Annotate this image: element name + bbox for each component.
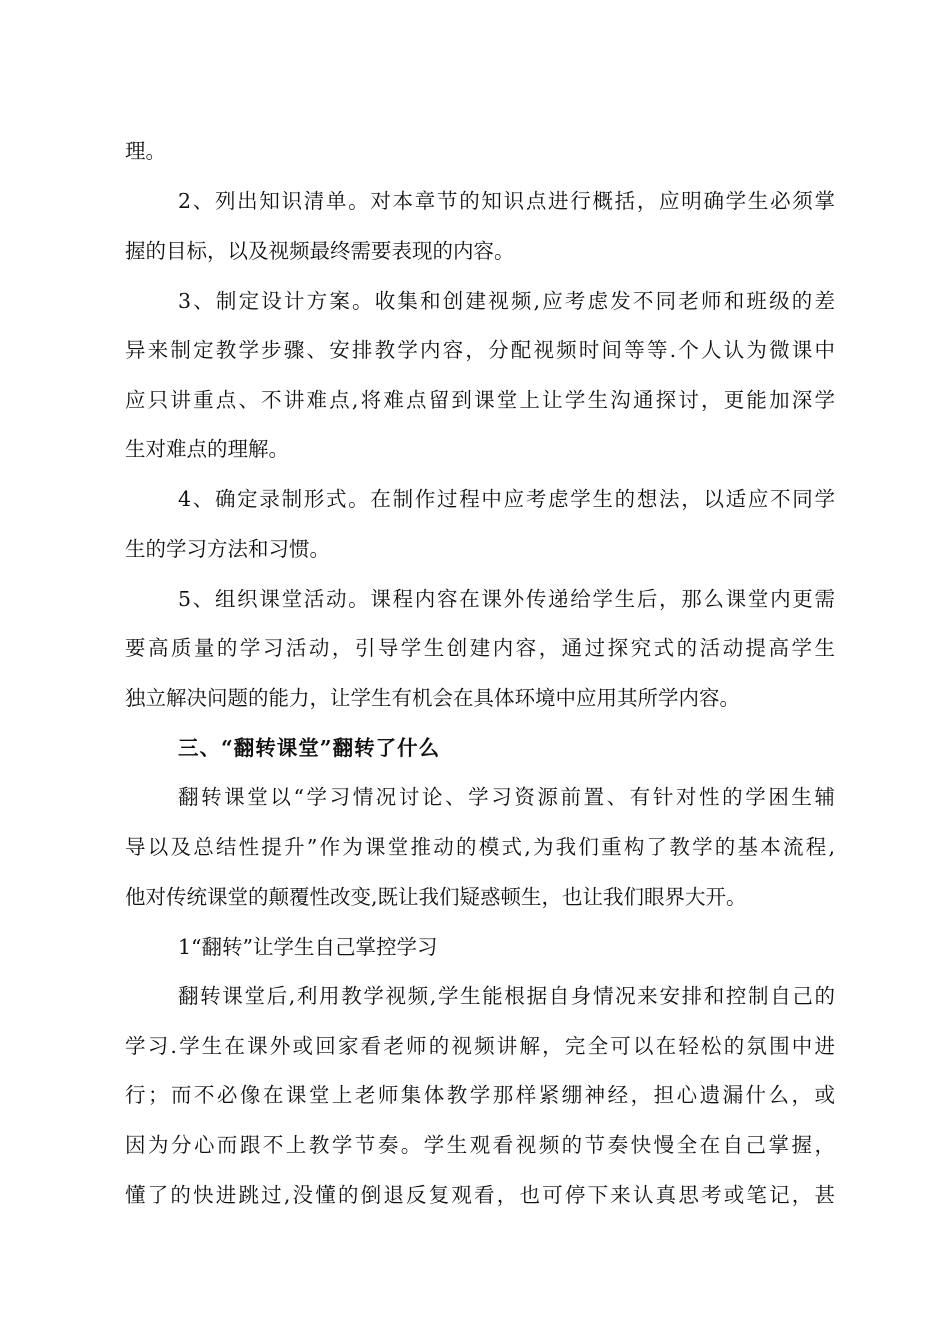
- paragraph-2-line-2: 学习.学生在课外或回家看老师的视频讲解，完全可以在轻松的氛围中进: [125, 1034, 835, 1058]
- text-line-continuation: 理。: [125, 139, 166, 163]
- list-item-2-line-1: 2、列出知识清单。对本章节的知识点进行概括，应明确学生必须掌: [178, 189, 835, 213]
- list-item-4-line-2: 生的学习方法和习惯。: [125, 537, 330, 561]
- paragraph-1-line-2: 导以及总结性提升”作为课堂推动的模式,为我们重构了教学的基本流程,: [125, 835, 835, 859]
- subheading-1: 1“翻转”让学生自己掌控学习: [178, 935, 438, 959]
- paragraph-1-line-3: 他对传统课堂的颠覆性改变,既让我们疑惑顿生，也让我们眼界大开。: [125, 885, 747, 909]
- list-item-2-line-2: 握的目标，以及视频最终需要表现的内容。: [125, 239, 515, 263]
- list-item-3-line-1: 3、制定设计方案。收集和创建视频,应考虑发不同老师和班级的差: [178, 289, 835, 313]
- list-item-5-line-2: 要高质量的学习活动，引导学生创建内容，通过探究式的活动提高学生: [125, 636, 835, 660]
- paragraph-2-line-5: 懂了的快进跳过,没懂的倒退反复观看，也可停下来认真思考或笔记，甚: [125, 1183, 835, 1207]
- paragraph-2-line-3: 行；而不必像在课堂上老师集体教学那样紧绷神经，担心遗漏什么，或: [125, 1083, 835, 1107]
- paragraph-1-line-1: 翻转课堂以“学习情况讨论、学习资源前置、有针对性的学困生辅: [178, 785, 835, 809]
- paragraph-2-line-1: 翻转课堂后,利用教学视频,学生能根据自身情况来安排和控制自己的: [178, 984, 835, 1008]
- list-item-5-line-1: 5、组织课堂活动。课程内容在课外传递给学生后，那么课堂内更需: [178, 587, 835, 611]
- list-item-3-line-2: 异来制定教学步骤、安排教学内容，分配视频时间等等.个人认为微课中: [125, 338, 835, 362]
- list-item-3-line-4: 生对难点的理解。: [125, 437, 289, 461]
- list-item-3-line-3: 应只讲重点、不讲难点,将难点留到课堂上让学生沟通探讨，更能加深学: [125, 388, 835, 412]
- list-item-4-line-1: 4、确定录制形式。在制作过程中应考虑学生的想法，以适应不同学: [178, 487, 835, 511]
- paragraph-2-line-4: 因为分心而跟不上教学节奏。学生观看视频的节奏快慢全在自己掌握，: [125, 1133, 835, 1157]
- section-heading: 三、“翻转课堂”翻转了什么: [178, 736, 441, 760]
- list-item-5-line-3: 独立解决问题的能力，让学生有机会在具体环境中应用其所学内容。: [125, 686, 740, 710]
